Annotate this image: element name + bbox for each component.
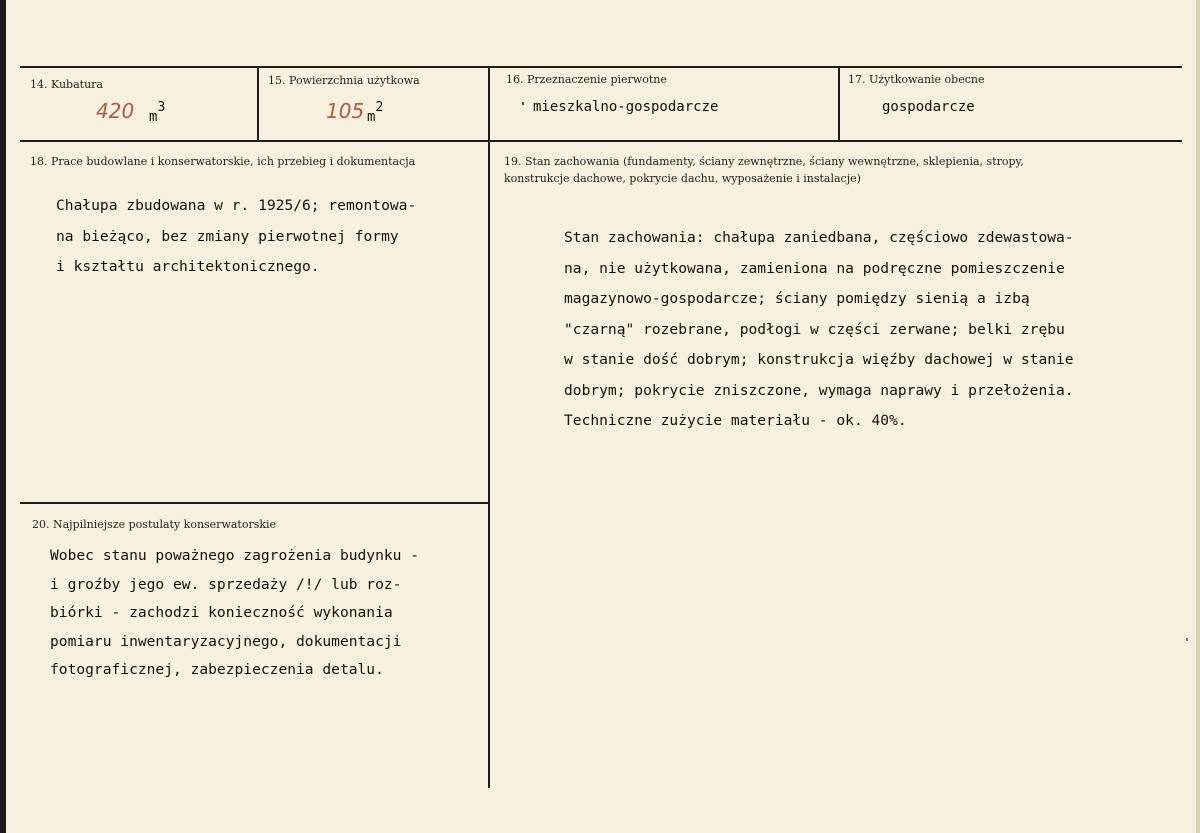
stan-label-line2: konstrukcje dachowe, pokrycie dachu, wyposażenie i instalacje)	[504, 172, 861, 185]
stan-label	[504, 153, 1024, 187]
powierzchnia-value: 105	[326, 99, 365, 123]
kubatura-value: 420	[96, 99, 135, 123]
top-rule	[20, 66, 1182, 68]
postulaty-line: pomiaru inwentaryzacyjnego, dokumentacji	[50, 632, 402, 650]
kubatura-unit: $m^3$	[149, 100, 166, 125]
stan-line: w stanie dość dobrym; konstrukcja więźby dachowej w stanie	[564, 351, 1074, 368]
prace-line: Chałupa zbudowana w r. 1925/6; remontowa-	[56, 197, 417, 214]
przeznaczenie-label: 16. Przeznaczenie pierwotne	[506, 73, 667, 86]
uzytkowanie-label: 17. Użytkowanie obecne	[848, 73, 985, 86]
powierzchnia-label: 15. Powierzchnia użytkowa	[268, 74, 420, 87]
stan-line: "czarną" rozebrane, podłogi w części zerwane; belki zrębu	[564, 320, 1065, 338]
prace-line: na bieżąco, bez zmiany pierwotnej formy	[56, 227, 399, 245]
prace-text	[56, 191, 416, 283]
prace-line: i kształtu architektonicznego.	[56, 258, 320, 275]
przeznaczenie-value: mieszkalno-gospodarcze	[533, 99, 719, 115]
divider-16-17	[838, 66, 840, 142]
powierzchnia-unit: $m^2$	[367, 100, 384, 125]
section18-bottom-rule	[20, 502, 488, 504]
card-right-edge	[1196, 0, 1200, 833]
prace-label: 18. Prace budowlane i konserwatorskie, ich przebieg i dokumentacja	[30, 155, 416, 168]
postulaty-text	[50, 542, 419, 685]
stan-line: dobrym; pokrycie zniszczone, wymaga naprawy i przełożenia.	[564, 381, 1074, 399]
postulaty-label: 20. Najpilniejsze postulaty konserwatorskie	[32, 518, 277, 531]
main-vertical-divider	[488, 66, 490, 788]
uzytkowanie-value: gospodarcze	[882, 99, 975, 115]
row1-bottom-rule	[20, 140, 1182, 142]
divider-14-15	[257, 66, 259, 142]
kubatura-label: 14. Kubatura	[30, 78, 103, 91]
stan-line: Techniczne zużycie materiału - ok. 40%.	[564, 412, 907, 429]
stan-label-line1: 19. Stan zachowania (fundamenty, ściany zewnętrzne, ściany wewnętrzne, sklepienia, stropy,	[504, 155, 1024, 168]
postulaty-line: Wobec stanu poważnego zagrożenia budynku -	[50, 547, 420, 564]
stan-text	[564, 223, 1074, 437]
postulaty-line: i groźby jego ew. sprzedaży /!/ lub roz-	[50, 575, 402, 593]
typewriter-mark	[522, 102, 524, 105]
paper-speck	[1186, 638, 1188, 641]
stan-line: magazynowo-gospodarcze; ściany pomiędzy sienią a izbą	[564, 290, 1030, 307]
postulaty-line: fotograficznej, zabezpieczenia detalu.	[50, 661, 384, 678]
card-left-edge	[0, 0, 6, 833]
stan-line: Stan zachowania: chałupa zaniedbana, częściowo zdewastowa-	[564, 229, 1074, 246]
stan-line: na, nie użytkowana, zamieniona na podręczne pomieszczenie	[564, 259, 1065, 277]
postulaty-line: biórki - zachodzi konieczność wykonania	[50, 604, 393, 621]
